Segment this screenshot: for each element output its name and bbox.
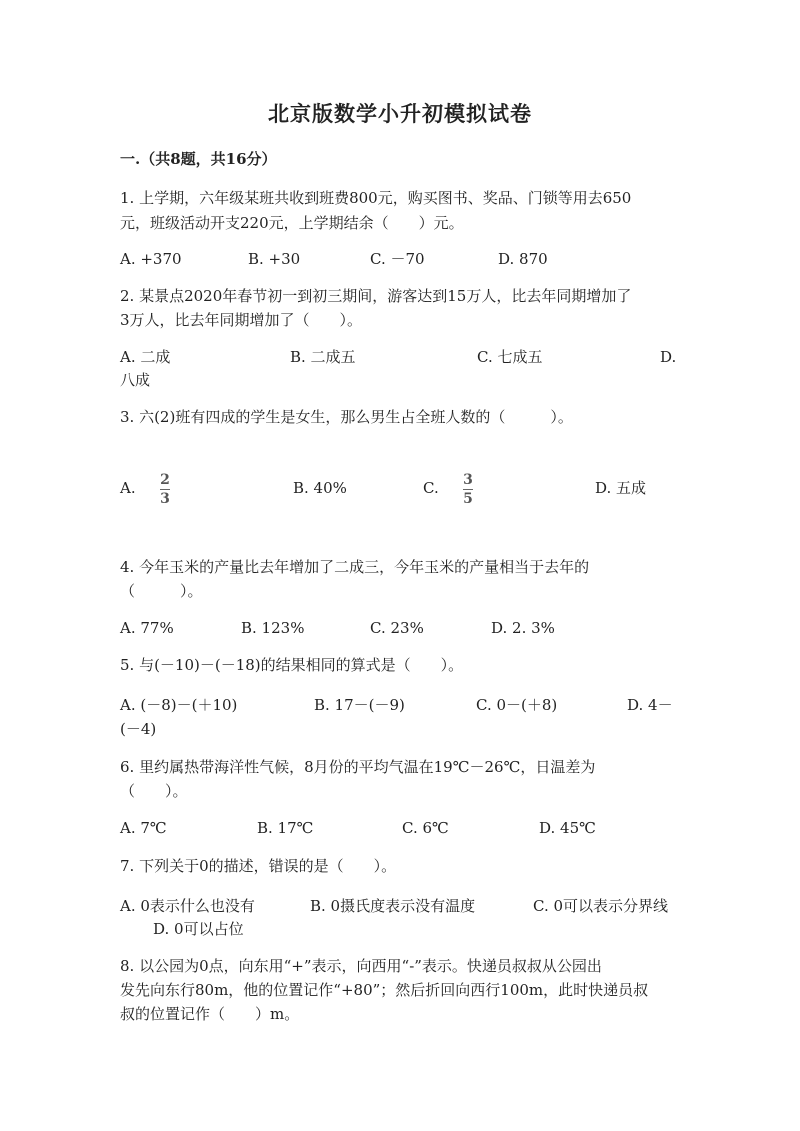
question-6-line-2: （ ）。 [120, 782, 188, 800]
fraction-denominator: 3 [160, 491, 170, 507]
question-4-line-2: （ ）。 [120, 582, 203, 600]
question-2-option-c[interactable]: C. 七成五 [477, 348, 543, 366]
question-3-line-1: 3. 六(2)班有四成的学生是女生，那么男生占全班人数的（ ）。 [120, 408, 573, 426]
question-7-option-d[interactable]: D. 0可以占位 [153, 920, 244, 938]
question-2-line-2: 3万人，比去年同期增加了（ ）。 [120, 311, 363, 329]
question-2-option-b[interactable]: B. 二成五 [290, 348, 356, 366]
question-5-option-d[interactable]: D. 4－ [627, 696, 673, 714]
question-1-line-2: 元，班级活动开支220元，上学期结余（ ）元。 [120, 214, 464, 232]
question-4-option-b[interactable]: B. 123% [241, 619, 305, 637]
fraction-bar [160, 489, 170, 490]
question-3-option-d[interactable]: D. 五成 [595, 479, 647, 497]
question-4-option-d[interactable]: D. 2. 3% [491, 619, 555, 637]
question-3-option-b[interactable]: B. 40% [293, 479, 347, 497]
question-8-line-3: 叔的位置记作（ ）m。 [120, 1005, 300, 1023]
question-3-option-a[interactable]: A. [120, 479, 136, 497]
question-5-option-c[interactable]: C. 0－(＋8) [476, 696, 558, 714]
page-title: 北京版数学小升初模拟试卷 [268, 101, 532, 126]
question-1-line-1: 1. 上学期，六年级某班共收到班费800元，购买图书、奖品、门锁等用去650 [120, 189, 632, 207]
question-4-line-1: 4. 今年玉米的产量比去年增加了二成三，今年玉米的产量相当于去年的 [120, 558, 590, 576]
fraction-three-fifths [463, 472, 473, 507]
question-2-line-1: 2. 某景点2020年春节初一到初三期间，游客达到15万人，比去年同期增加了 [120, 287, 632, 305]
fraction-numerator: 2 [160, 472, 170, 488]
question-1-option-c[interactable]: C. －70 [370, 250, 425, 268]
question-1-option-d[interactable]: D. 870 [498, 250, 548, 268]
question-4-option-a[interactable]: A. 77% [120, 619, 174, 637]
fraction-bar [463, 489, 473, 490]
question-5-option-b[interactable]: B. 17－(－9) [314, 696, 405, 714]
question-4-option-c[interactable]: C. 23% [370, 619, 424, 637]
question-2-option-a[interactable]: A. 二成 [120, 348, 171, 366]
section-heading: 一.（共8题，共16分） [120, 150, 277, 168]
question-5-option-d-continued[interactable]: (－4) [120, 720, 157, 738]
question-1-option-b[interactable]: B. +30 [248, 250, 301, 268]
question-7-option-a[interactable]: A. 0表示什么也没有 [120, 897, 255, 915]
question-2-option-d-continued[interactable]: 八成 [120, 371, 151, 389]
question-5-option-a[interactable]: A. (－8)－(＋10) [120, 696, 238, 714]
question-1-option-a[interactable]: A. +370 [120, 250, 182, 268]
question-6-option-b[interactable]: B. 17℃ [257, 819, 314, 837]
question-6-line-1: 6. 里约属热带海洋性气候，8月份的平均气温在19℃－26℃，日温差为 [120, 758, 596, 776]
fraction-two-thirds [160, 472, 170, 507]
question-7-option-c[interactable]: C. 0可以表示分界线 [533, 897, 669, 915]
fraction-numerator: 3 [463, 472, 473, 488]
question-6-option-c[interactable]: C. 6℃ [402, 819, 449, 837]
question-7-option-b[interactable]: B. 0摄氏度表示没有温度 [310, 897, 476, 915]
fraction-denominator: 5 [463, 491, 473, 507]
question-7-line-1: 7. 下列关于0的描述，错误的是（ ）。 [120, 857, 397, 875]
question-2-option-d[interactable]: D. [660, 348, 677, 366]
question-3-option-c[interactable]: C. [423, 479, 439, 497]
question-8-line-1: 8. 以公园为0点，向东用“+”表示，向西用“-”表示。快递员叔叔从公园出 [120, 957, 602, 975]
question-6-option-d[interactable]: D. 45℃ [539, 819, 596, 837]
question-8-line-2: 发先向东行80m，他的位置记作“+80”；然后折回向西行100m，此时快递员叔 [120, 981, 649, 999]
question-6-option-a[interactable]: A. 7℃ [120, 819, 167, 837]
question-5-line-1: 5. 与(－10)－(－18)的结果相同的算式是（ ）。 [120, 656, 464, 674]
